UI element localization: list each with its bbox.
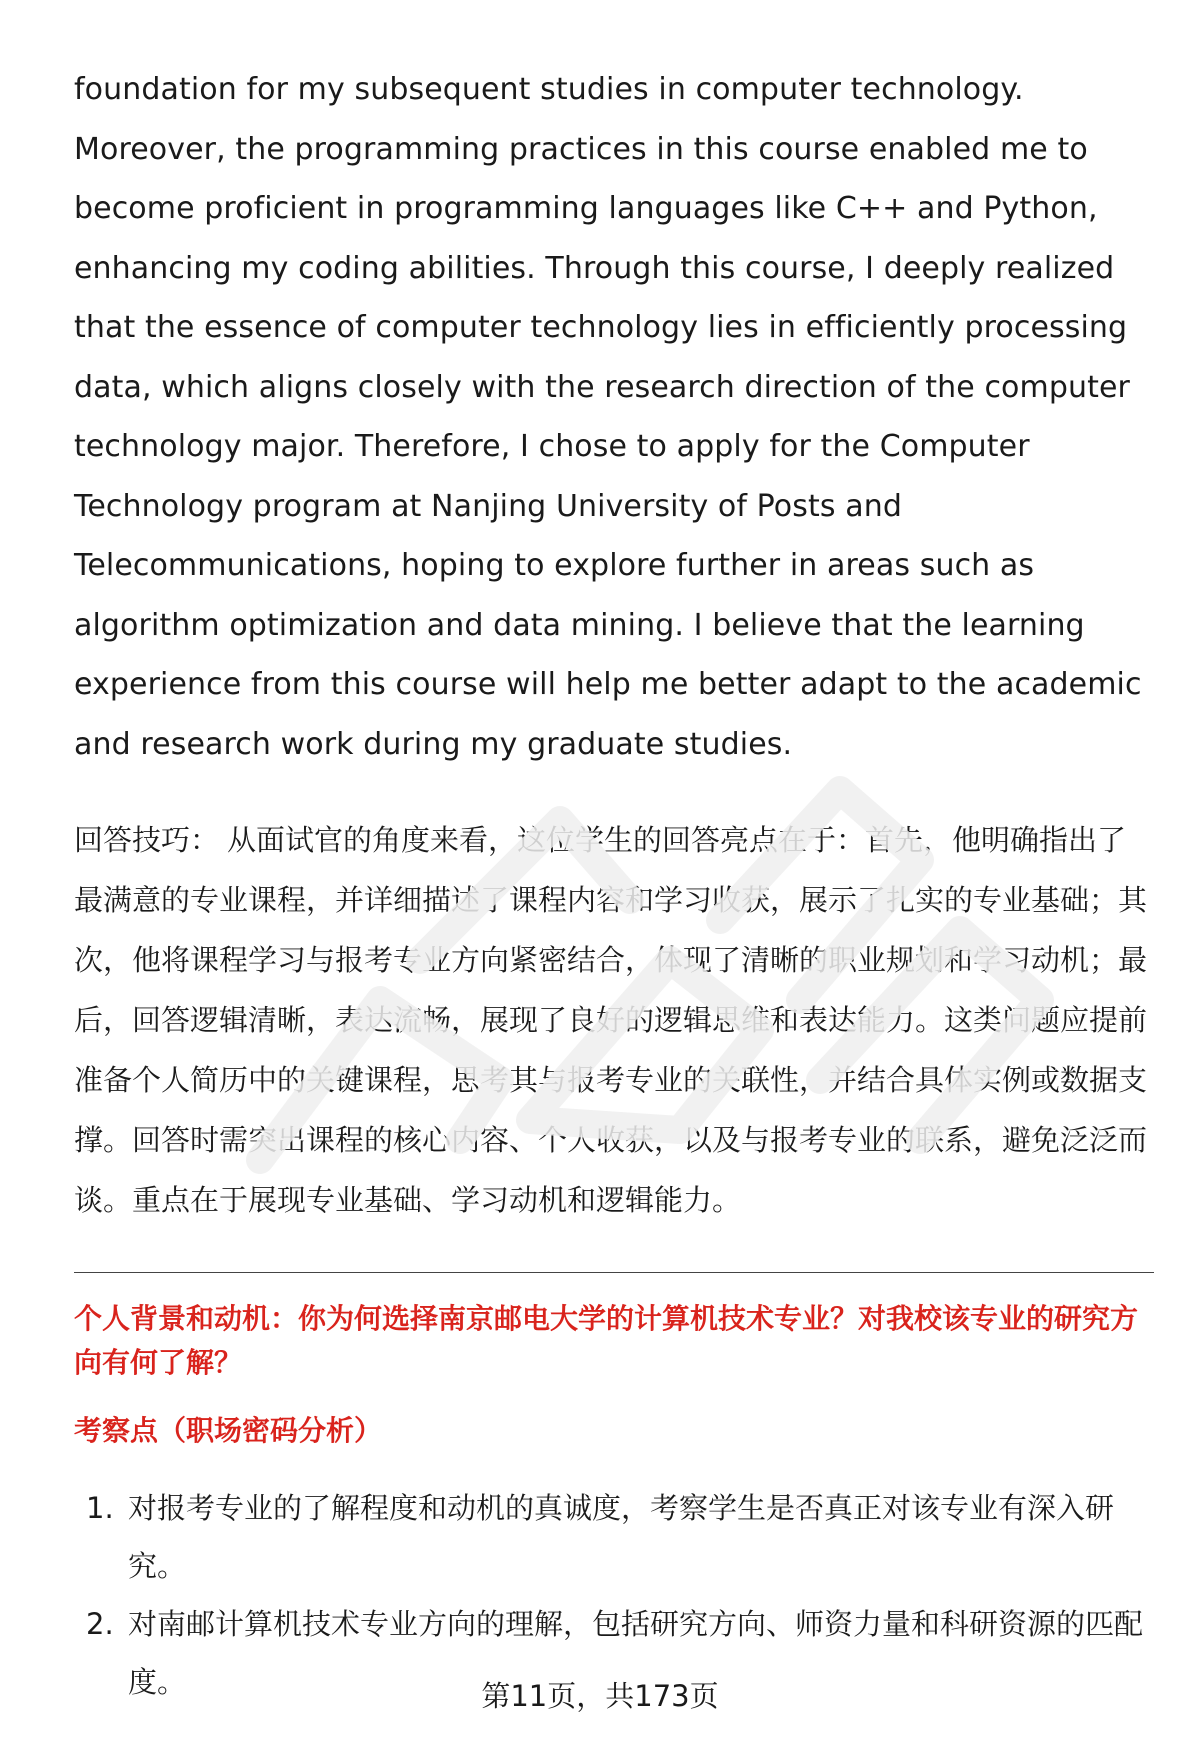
list-item-number: 2.	[86, 1607, 114, 1641]
answer-tip-text: 从面试官的角度来看，这位学生的回答亮点在于：首先，他明确指出了最满意的专业课程，并详细描述了课程内容和学习收获，展示了扎实的专业基础；其次，他将课程学习与报考专业方向紧密结合，体现了清晰的职业规划和学习动机；最后，回答逻辑清晰，表达流畅，展现了良好的逻辑思维和表达能力。这类问题应提前准备个人简历中的关键课程，思考其与报考专业的关联性，并结合具体实例或数据支撑。回答时需突出课程的核心内容、个人收获，以及与报考专业的联系，避免泛泛而谈。重点在于展现专业基础、学习动机和逻辑能力。	[74, 823, 1148, 1217]
english-answer-paragraph: foundation for my subsequent studies in computer technology. Moreover, the programming practices in this course enabled me to become proficient in programming languages like C++ and Python, enhancing my coding abilities. Through this course, I deeply realized that the essence of computer technology lies in efficiently processing data, which aligns closely with the research direction of the computer technology major. Therefore, I chose to apply for the Computer Technology program at Nanjing University of Posts and Telecommunications, hoping to explore further in areas such as algorithm optimization and data mining. I believe that the learning experience from this course will help me better adapt to the academic and research work during my graduate studies.	[74, 72, 1142, 762]
assessment-points-heading: 考察点（职场密码分析）	[74, 1414, 383, 1447]
answer-tip-label: 回答技巧：	[74, 823, 220, 857]
page-number-footer: 第11页，共173页	[481, 1679, 719, 1713]
answer-tip-paragraph	[74, 810, 1154, 1230]
list-item-number: 1.	[86, 1491, 114, 1525]
list-item	[74, 1479, 1154, 1595]
list-item-text: 对报考专业的了解程度和动机的真诚度，考察学生是否真正对该专业有深入研究。	[128, 1491, 1115, 1583]
document-page	[74, 60, 1154, 1711]
list-item-text: 对南邮计算机技术专业方向的理解，包括研究方向、师资力量和科研资源的匹配度。	[128, 1607, 1144, 1699]
section-divider	[74, 1272, 1154, 1273]
question-heading: 个人背景和动机：你为何选择南京邮电大学的计算机技术专业？对我校该专业的研究方向有何了解？	[74, 1302, 1139, 1379]
